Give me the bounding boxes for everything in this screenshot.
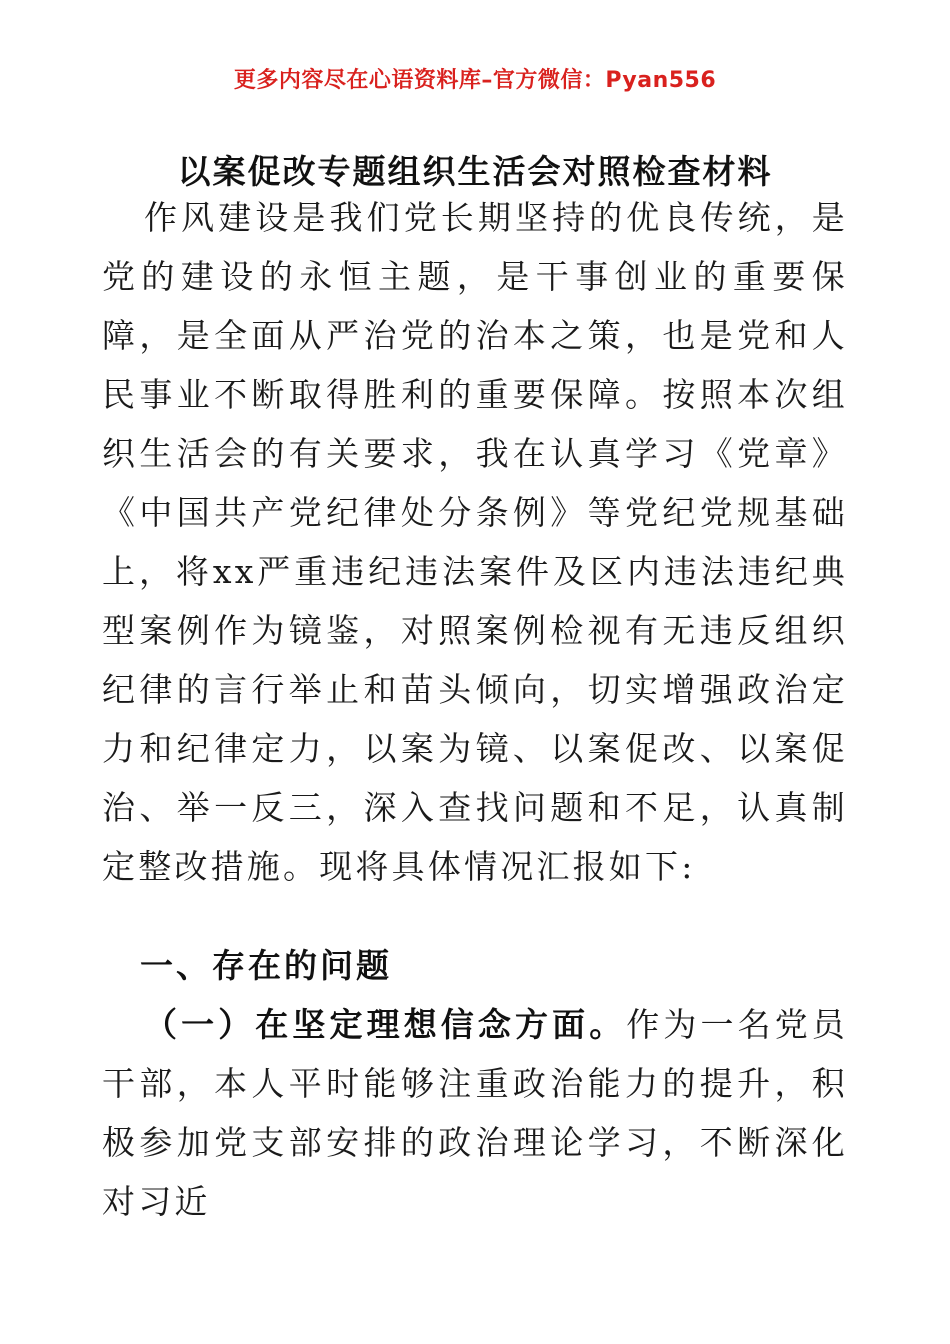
subsection-text-ideals: 作为一名党员干部，本人平时能够注重政治能力的提升，积极参加党支部安排的政治理论学习，不断深化对习近: [102, 1005, 848, 1221]
subsection-heading-ideals: （一）在坚定理想信念方面。: [144, 1005, 627, 1044]
intro-paragraph: 作风建设是我们党长期坚持的优良传统，是党的建设的永恒主题，是干事创业的重要保障，是全面从严治党的治本之策，也是党和人民事业不断取得胜利的重要保障。按照本次组织生活会的有关要求，我在认真学习《党章》《中国共产党纪律处分条例》等党纪党规基础上，将xx严重违纪违法案件及区内违法违纪典型案例作为镜鉴，对照案例检视有无违反组织纪律的言行举止和苗头倾向，切实增强政治定力和纪律定力，以案为镜、以案促改、以案促治、举一反三，深入查找问题和不足，认真制定整改措施。现将具体情况汇报如下:: [102, 198, 848, 886]
section-heading-problems: 一、存在的问题: [140, 946, 392, 985]
document-title: 以案促改专题组织生活会对照检查材料: [177, 152, 773, 191]
subsection-paragraph-ideals: [102, 995, 848, 1231]
watermark-banner: 更多内容尽在心语资料库–官方微信：Pyan556: [233, 68, 717, 93]
